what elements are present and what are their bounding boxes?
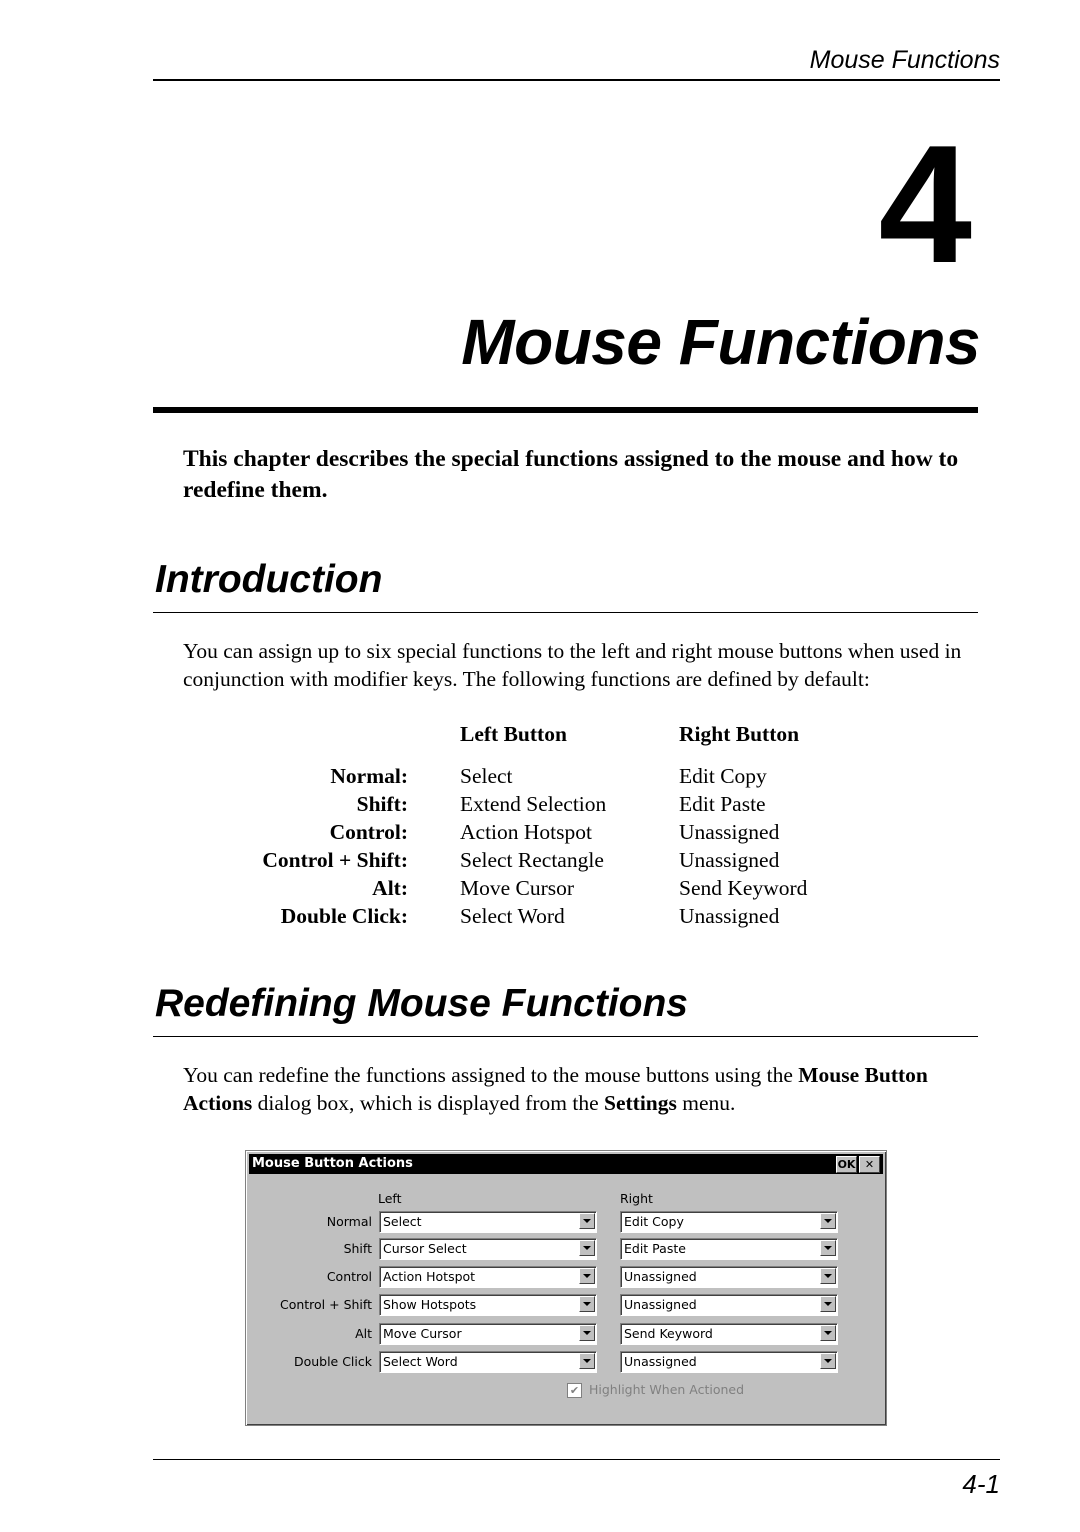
ok-button[interactable]: OK <box>837 1158 856 1171</box>
row-left: Select Word <box>460 904 565 928</box>
close-icon[interactable]: ✕ <box>859 1156 880 1173</box>
chevron-down-icon[interactable] <box>579 1296 595 1312</box>
dialog-name-bold: Mouse Button Actions <box>183 1063 928 1115</box>
chapter-rule <box>153 407 978 413</box>
mouse-button-actions-dialog <box>245 1150 887 1426</box>
row-left: Move Cursor <box>460 876 575 900</box>
right-button-header: Right Button <box>679 722 800 746</box>
row-label: Double Click: <box>280 904 408 928</box>
control-shift-right-select[interactable] <box>620 1294 838 1316</box>
shift-right-select[interactable] <box>620 1238 838 1260</box>
row-left: Select <box>460 764 513 788</box>
double-click-right-select[interactable] <box>620 1351 838 1373</box>
control-left-select[interactable] <box>379 1266 597 1288</box>
select-value: Send Keyword <box>624 1326 713 1341</box>
right-column-label: Right <box>620 1191 653 1206</box>
introduction-heading: Introduction <box>155 558 383 601</box>
row-label: Control + Shift: <box>262 848 408 872</box>
text-run: You can redefine the functions assigned to the mouse buttons using the <box>183 1063 799 1087</box>
introduction-rule <box>153 612 978 613</box>
row-label: Control: <box>329 820 408 844</box>
chapter-number: 4 <box>878 110 972 298</box>
row-label-control-shift: Control + Shift <box>279 1297 372 1312</box>
normal-right-select[interactable] <box>620 1211 838 1233</box>
select-value: Move Cursor <box>383 1326 462 1341</box>
chevron-down-icon[interactable] <box>820 1325 836 1341</box>
dialog-title: Mouse Button Actions <box>252 1156 413 1171</box>
chevron-down-icon[interactable] <box>579 1268 595 1284</box>
select-value: Unassigned <box>624 1354 697 1369</box>
row-right: Send Keyword <box>679 876 808 900</box>
running-header: Mouse Functions <box>809 46 1000 74</box>
chevron-down-icon[interactable] <box>820 1213 836 1229</box>
row-label: Alt: <box>372 876 408 900</box>
chevron-down-icon[interactable] <box>820 1240 836 1256</box>
row-right: Edit Copy <box>679 764 767 788</box>
chevron-down-icon[interactable] <box>820 1296 836 1312</box>
row-left: Select Rectangle <box>460 848 604 872</box>
select-value: Edit Copy <box>624 1214 684 1229</box>
row-label-control: Control <box>326 1269 372 1284</box>
row-right: Unassigned <box>679 848 780 872</box>
select-value: Select Word <box>383 1354 458 1369</box>
highlight-checkbox-label: Highlight When Actioned <box>589 1382 745 1397</box>
row-right: Unassigned <box>679 904 780 928</box>
row-label-shift: Shift <box>343 1241 372 1256</box>
row-left: Extend Selection <box>460 792 607 816</box>
highlight-checkbox[interactable]: ✔ <box>567 1383 582 1398</box>
text-run: menu. <box>676 1091 736 1115</box>
chevron-down-icon[interactable] <box>579 1353 595 1369</box>
select-value: Action Hotspot <box>383 1269 476 1284</box>
header-rule <box>153 79 1000 81</box>
row-label-alt: Alt <box>355 1326 372 1341</box>
control-shift-left-select[interactable] <box>379 1294 597 1316</box>
left-column-label: Left <box>378 1191 402 1206</box>
chevron-down-icon[interactable] <box>820 1353 836 1369</box>
select-value: Show Hotspots <box>383 1297 477 1312</box>
chevron-down-icon[interactable] <box>579 1325 595 1341</box>
text-run: dialog box, which is displayed from the <box>252 1091 604 1115</box>
select-value: Cursor Select <box>383 1241 467 1256</box>
left-button-header: Left Button <box>460 722 567 746</box>
dialog-titlebar <box>249 1154 883 1174</box>
chapter-title: Mouse Functions <box>461 306 980 378</box>
chevron-down-icon[interactable] <box>579 1240 595 1256</box>
double-click-left-select[interactable] <box>379 1351 597 1373</box>
redefining-paragraph <box>183 1061 943 1117</box>
row-label-double-click: Double Click <box>293 1354 372 1369</box>
defaults-table <box>0 720 1080 940</box>
select-value: Unassigned <box>624 1269 697 1284</box>
footer-rule <box>153 1459 1000 1460</box>
introduction-paragraph: You can assign up to six special functions to the left and right mouse buttons when used in conjunction with modifier keys. The following functions are defined by default: <box>183 639 962 691</box>
row-label: Shift: <box>356 792 408 816</box>
row-right: Unassigned <box>679 820 780 844</box>
row-label-normal: Normal <box>326 1214 372 1229</box>
chapter-summary: This chapter describes the special functions assigned to the mouse and how to redefine them. <box>183 446 959 503</box>
chevron-down-icon[interactable] <box>820 1268 836 1284</box>
select-value: Edit Paste <box>624 1241 686 1256</box>
chevron-down-icon[interactable] <box>579 1213 595 1229</box>
row-right: Edit Paste <box>679 792 766 816</box>
alt-right-select[interactable] <box>620 1323 838 1345</box>
redefining-rule <box>153 1036 978 1037</box>
row-left: Action Hotspot <box>460 820 592 844</box>
normal-left-select[interactable] <box>379 1211 597 1233</box>
page-number: 4-1 <box>962 1469 1000 1499</box>
select-value: Select <box>383 1214 422 1229</box>
redefining-heading: Redefining Mouse Functions <box>155 982 688 1025</box>
row-label: Normal: <box>330 764 408 788</box>
select-value: Unassigned <box>624 1297 697 1312</box>
shift-left-select[interactable] <box>379 1238 597 1260</box>
alt-left-select[interactable] <box>379 1323 597 1345</box>
menu-name-bold: Settings <box>604 1091 677 1115</box>
control-right-select[interactable] <box>620 1266 838 1288</box>
